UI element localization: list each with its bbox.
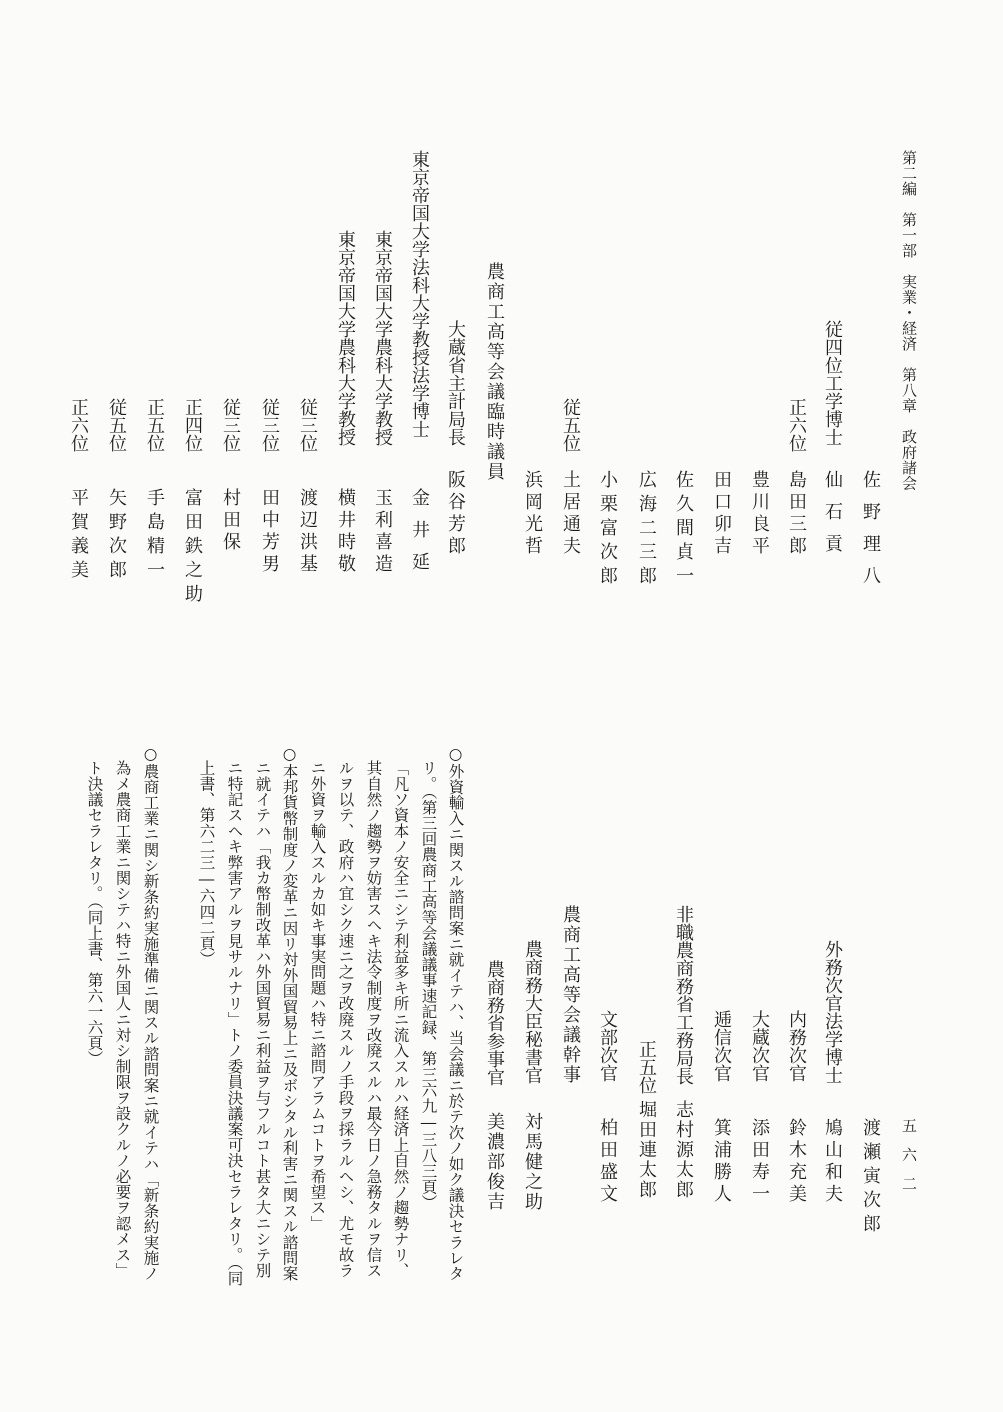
member-name: 平賀義美 [68, 488, 89, 584]
member-title: 内務次官 [786, 1010, 807, 1082]
member-name: 島田三郎 [786, 470, 807, 558]
text-line: 其自然ノ趨勢ヲ妨害スヘキ法令制度ヲ改廃スルハ最今日ノ急務タルヲ信ス [364, 760, 383, 1279]
member-title: 正五位 [144, 398, 165, 452]
member-title: 東京帝国大学農科大学教授 [335, 230, 356, 446]
text-line: ○農商工業ニ関シ新条約実施準備ニ関スル諮問案ニ就イテハ「新条約実施ノ [141, 745, 160, 1282]
member-name: 渡瀬寅次郎 [860, 1118, 881, 1238]
member-name: 土居通夫 [560, 470, 581, 558]
running-head: 第二編 第一部 実業・経済 第八章 政府諸会 [900, 150, 918, 491]
member-name: 広海二三郎 [636, 470, 657, 590]
member-title: 正五位 [636, 1040, 657, 1094]
member-name: 柏田盛文 [597, 1118, 618, 1206]
text-line: ニ特記スヘキ弊害アルヲ見サルナリ」トノ委員決議案可決セラレタリ。（同 [225, 760, 244, 1287]
member-name: 仙石貢 [822, 470, 843, 566]
member-name: 鈴木充美 [786, 1118, 807, 1206]
member-title: 従四位工学博士 [822, 320, 843, 446]
member-name: 浜岡光哲 [522, 470, 543, 558]
member-name: 添田寿一 [749, 1118, 770, 1206]
member-name: 阪谷芳郎 [445, 470, 466, 558]
member-name: 玉利喜造 [372, 488, 393, 576]
text-line: 上書、第六二三―六四二頁） [197, 760, 216, 967]
text-line: 為メ農商工業ニ関シテハ特ニ外国人ニ対シ制限ヲ設クルノ必要ヲ認メス」 [113, 760, 132, 1279]
member-name: 対馬健之助 [522, 1112, 543, 1212]
member-title: 大蔵省主計局長 [445, 320, 466, 446]
member-name: 小栗富次郎 [597, 470, 618, 590]
text-line: ト決議セラレタリ。（同上書、第六一六頁） [85, 760, 104, 1067]
member-title: 東京帝国大学法科大学教授法学博士 [409, 150, 430, 438]
member-name: 田口卯吉 [711, 470, 732, 558]
member-title: 外務次官法学博士 [822, 940, 843, 1084]
text-line: ○外資輸入ニ関スル諮問案ニ就イテハ、当会議ニ於テ次ノ如ク議決セラレタ [446, 745, 465, 1282]
member-name: 田中芳男 [259, 488, 280, 576]
member-name: 美濃部俊吉 [484, 1112, 505, 1212]
member-name: 手島精一 [144, 488, 165, 584]
member-name: 横井時敬 [335, 488, 356, 576]
member-name: 堀田連太郎 [636, 1100, 657, 1200]
member-name: 豊川良平 [749, 470, 770, 558]
member-name: 箕浦勝人 [711, 1118, 732, 1206]
section-heading: 農商工高等会議幹事 [560, 905, 581, 1085]
section-heading: 農商工高等会議臨時議員 [484, 262, 505, 482]
member-title: 従三位 [297, 398, 318, 452]
member-title: 非職農商務省工務局長 [673, 905, 694, 1085]
member-name: 富田鉄之助 [182, 488, 203, 608]
text-line: 「凡ソ資本ノ安全ニシテ利益多キ所ニ流入スルハ経済上自然ノ趨勢ナリ、 [391, 760, 410, 1279]
member-title: 正六位 [68, 398, 89, 452]
member-title: 従五位 [106, 398, 127, 452]
member-name: 渡辺洪基 [297, 488, 318, 576]
page-number: 五六二 [900, 1118, 918, 1205]
text-line: ○本邦貨幣制度ノ変革ニ因リ対外国貿易上ニ及ボシタル利害ニ関スル諮問案 [280, 745, 299, 1282]
member-name: 村田保 [220, 488, 241, 554]
text-line: リ。（第三回農商工高等会議議事速記録、第三六九―三八三頁） [419, 760, 438, 1211]
member-name: 矢野次郎 [106, 488, 127, 584]
member-name: 佐久間貞一 [673, 470, 694, 590]
text-line: ルヲ以テ、政府ハ宜シク速ニ之ヲ改廃スルノ手段ヲ採ラルヘシ、尤モ故ラ [336, 760, 355, 1279]
member-title: 正四位 [182, 398, 203, 452]
member-title: 大蔵次官 [749, 1010, 770, 1082]
member-title: 農商務省参事官 [484, 960, 505, 1086]
member-name: 鳩山和夫 [822, 1118, 843, 1206]
member-title: 従三位 [259, 398, 280, 452]
member-name: 金井延 [409, 488, 430, 584]
member-name: 志村源太郎 [673, 1100, 694, 1200]
member-title: 逓信次官 [711, 1010, 732, 1082]
member-title: 農商務大臣秘書官 [522, 940, 543, 1084]
member-title: 東京帝国大学農科大学教授 [372, 230, 393, 446]
member-title: 文部次官 [597, 1010, 618, 1082]
member-title: 正六位 [786, 398, 807, 452]
member-title: 従三位 [220, 398, 241, 452]
member-title: 従五位 [560, 398, 581, 452]
text-line: ニ就イテハ「我カ幣制改革ハ外国貿易ニ利益ヲ与フルコト甚タ大ニシテ別 [253, 760, 272, 1279]
text-line: ニ外資ヲ輸入スルカ如キ事実問題ハ特ニ諮問アラムコトヲ希望ス」 [308, 760, 327, 1231]
member-name: 佐野理八 [860, 470, 881, 598]
